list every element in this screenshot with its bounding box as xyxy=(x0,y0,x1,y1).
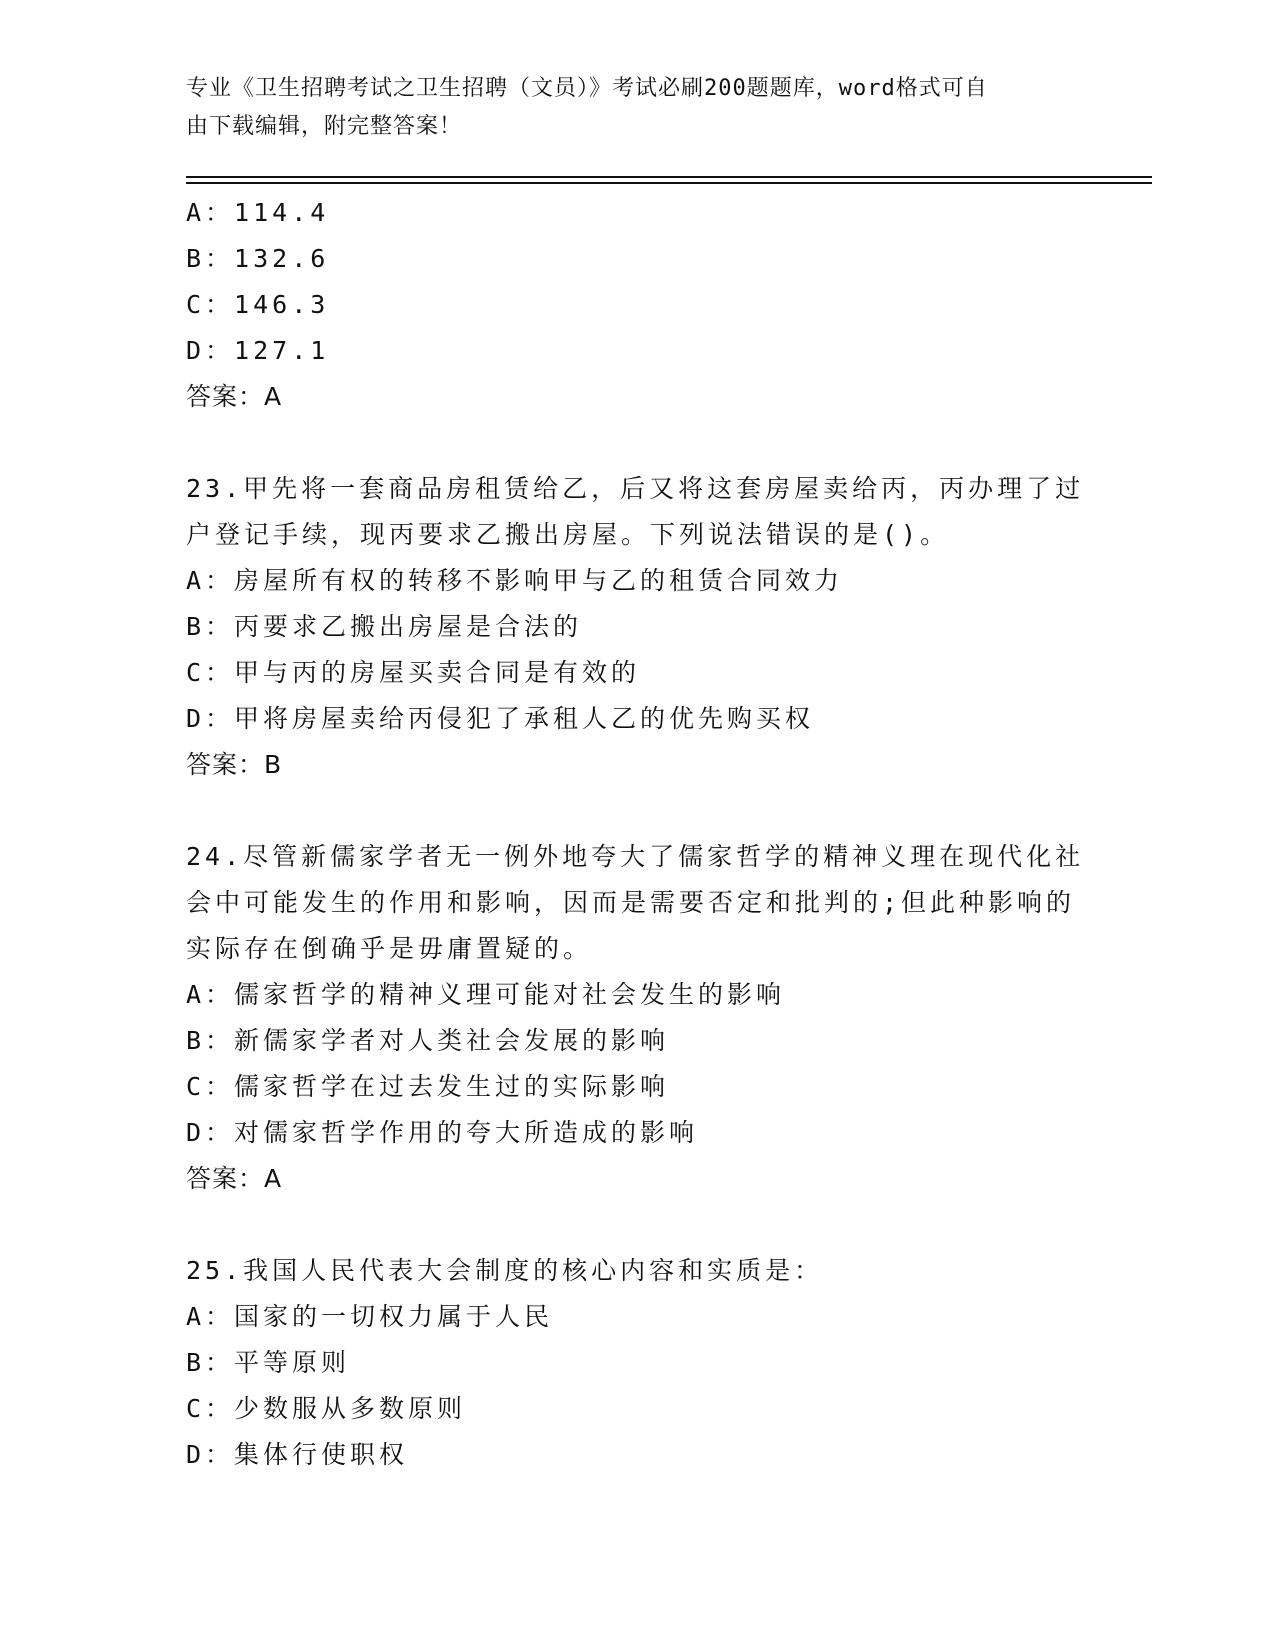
option-d: D：甲将房屋卖给丙侵犯了承租人乙的优先购买权 xyxy=(186,704,815,733)
option-b: B：132.6 xyxy=(186,244,330,273)
option-c: C：儒家哲学在过去发生过的实际影响 xyxy=(186,1072,670,1101)
option-d: D：127.1 xyxy=(186,336,330,365)
option-b: B：新儒家学者对人类社会发展的影响 xyxy=(186,1026,670,1055)
header-rule-top xyxy=(186,176,1152,178)
option-b: B：丙要求乙搬出房屋是合法的 xyxy=(186,612,583,641)
question-text-line: 会中可能发生的作用和影响，因而是需要否定和批判的;但此种影响的 xyxy=(186,888,1076,917)
header-rule-bottom xyxy=(186,182,1152,184)
answer-line: 答案：A xyxy=(186,1164,283,1193)
question-23 xyxy=(186,466,1086,788)
answer-line: 答案：A xyxy=(186,382,283,411)
option-c: C：甲与丙的房屋买卖合同是有效的 xyxy=(186,658,641,687)
header-line-1: 专业《卫生招聘考试之卫生招聘（文员）》考试必刷200题题库，word格式可自 xyxy=(186,76,988,101)
spacer xyxy=(186,1202,1086,1248)
question-25 xyxy=(186,1248,1086,1478)
document-header xyxy=(186,70,1086,146)
question-list xyxy=(186,190,1086,1478)
option-c: C：146.3 xyxy=(186,290,330,319)
answer-line: 答案：B xyxy=(186,750,283,779)
question-text-line: 23.甲先将一套商品房租赁给乙，后又将这套房屋卖给丙，丙办理了过 xyxy=(186,474,1085,503)
question-text-line: 25.我国人民代表大会制度的核心内容和实质是： xyxy=(186,1256,824,1285)
spacer xyxy=(186,420,1086,466)
spacer xyxy=(186,788,1086,834)
option-a: A：房屋所有权的转移不影响甲与乙的租赁合同效力 xyxy=(186,566,844,595)
header-line-2: 由下载编辑，附完整答案！ xyxy=(186,114,463,139)
question-text-line: 实际存在倒确乎是毋庸置疑的。 xyxy=(186,934,593,963)
option-d: D：对儒家哲学作用的夸大所造成的影响 xyxy=(186,1118,699,1147)
option-b: B：平等原则 xyxy=(186,1348,351,1377)
option-a: A：儒家哲学的精神义理可能对社会发生的影响 xyxy=(186,980,786,1009)
question-22 xyxy=(186,190,1086,420)
option-a: A：114.4 xyxy=(186,198,330,227)
question-text-line: 户登记手续，现丙要求乙搬出房屋。下列说法错误的是()。 xyxy=(186,520,950,549)
question-24 xyxy=(186,834,1086,1202)
option-d: D：集体行使职权 xyxy=(186,1440,409,1469)
question-text-line: 24.尽管新儒家学者无一例外地夸大了儒家哲学的精神义理在现代化社 xyxy=(186,842,1085,871)
option-c: C：少数服从多数原则 xyxy=(186,1394,467,1423)
option-a: A：国家的一切权力属于人民 xyxy=(186,1302,554,1331)
